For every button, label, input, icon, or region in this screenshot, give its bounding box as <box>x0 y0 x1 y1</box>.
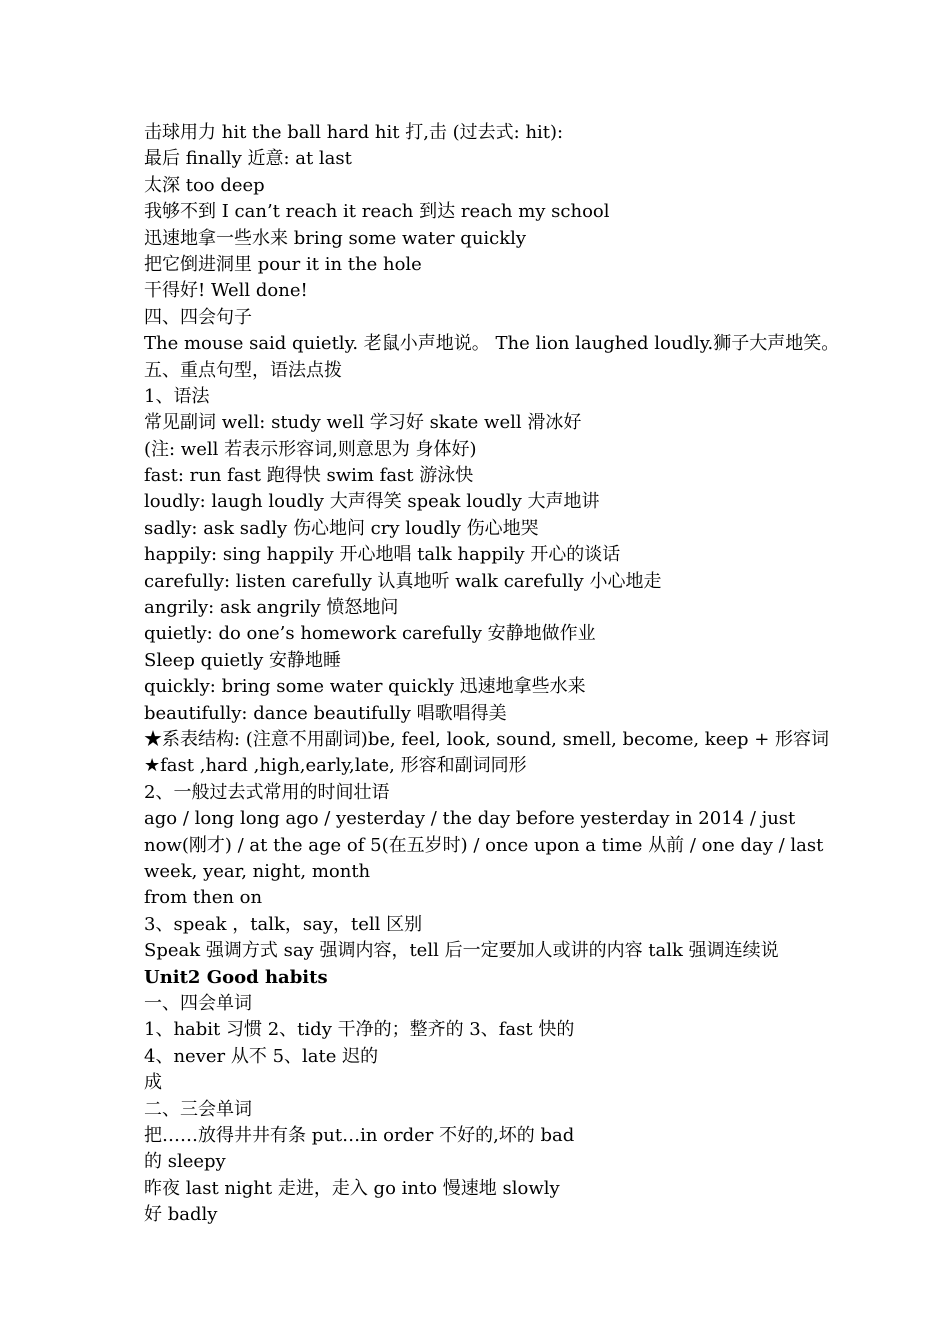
text-line: angrily: ask angrily 愤怒地问 <box>144 597 399 619</box>
text-line: 好 badly <box>144 1204 218 1226</box>
text-line: 击球用力 hit the ball hard hit 打,击 (过去式: hit): <box>144 122 564 143</box>
text-line: sadly: ask sadly 伤心地问 cry loudly 伤心地哭 <box>144 517 539 539</box>
text-line: 4、never 从不 5、late 迟的 <box>144 1045 379 1067</box>
unit-title: Unit2 Good habits <box>144 966 328 988</box>
text-line: 把……放得井井有条 put…in order 不好的,坏的 bad <box>144 1124 575 1146</box>
text-line: happily: sing happily 开心地唱 talk happily 开心的谈话 <box>144 544 621 566</box>
text-line: ★系表结构: (注意不用副词)be, feel, look, sound, smell, become, keep + 形容词 <box>144 728 830 750</box>
text-line: The mouse said quietly. 老鼠小声地说。 The lion laughed loudly.狮子大声地笑。 <box>144 333 840 355</box>
text-line: 我够不到 I can’t reach it reach 到达 reach my school <box>144 201 610 223</box>
subsection-heading: 3、speak ，talk，say，tell 区别 <box>144 913 423 935</box>
text-line: carefully: listen carefully 认真地听 walk carefully 小心地走 <box>144 570 662 592</box>
section-heading: 四、四会句子 <box>144 306 252 328</box>
subsection-heading: 2、一般过去式常用的时间壮语 <box>144 781 390 803</box>
text-line: loudly: laugh loudly 大声得笑 speak loudly 大声地讲 <box>144 491 600 513</box>
text-line: 常见副词 well: study well 学习好 skate well 滑冰好 <box>144 412 582 434</box>
text-line: quickly: bring some water quickly 迅速地拿些水来 <box>144 676 586 698</box>
text-line: Speak 强调方式 say 强调内容，tell 后一定要加人或讲的内容 talk 强调连续说 <box>144 940 779 962</box>
text-paragraph: ago / long long ago / yesterday / the day before yesterday in 2014 / just now(刚才) / at the age of 5(在五岁时) / once upon a time 从前 / one day / last week, year, night, month <box>144 808 824 882</box>
section-heading: 五、重点句型，语法点拨 <box>144 359 342 381</box>
text-line: quietly: do one’s homework carefully 安静地做作业 <box>144 623 596 645</box>
text-line: 迅速地拿一些水来 bring some water quickly <box>144 227 527 249</box>
section-heading: 一、四会单词 <box>144 992 252 1014</box>
text-line: fast: run fast 跑得快 swim fast 游泳快 <box>144 465 474 487</box>
text-line: 昨夜 last night 走进，走入 go into 慢速地 slowly <box>144 1177 560 1199</box>
text-line: 成 <box>144 1072 162 1094</box>
document-page <box>144 120 840 1228</box>
text-line: 的 sleepy <box>144 1151 226 1173</box>
text-line: 1、habit 习惯 2、tidy 干净的；整齐的 3、fast 快的 <box>144 1019 575 1041</box>
text-line: Sleep quietly 安静地睡 <box>144 649 342 671</box>
text-line: beautifully: dance beautifully 唱歌唱得美 <box>144 702 507 724</box>
text-line: ★fast ,hard ,high,early,late, 形容和副词同形 <box>144 755 527 777</box>
text-line: (注: well 若表示形容词,则意思为 身体好) <box>144 438 477 460</box>
text-line: 把它倒进洞里 pour it in the hole <box>144 253 422 275</box>
text-line: 干得好! Well done! <box>144 280 308 302</box>
subsection-heading: 1、语法 <box>144 385 210 407</box>
text-line: 最后 finally 近意: at last <box>144 148 352 170</box>
text-line: from then on <box>144 887 263 909</box>
section-heading: 二、三会单词 <box>144 1098 252 1120</box>
text-line: 太深 too deep <box>144 174 265 196</box>
